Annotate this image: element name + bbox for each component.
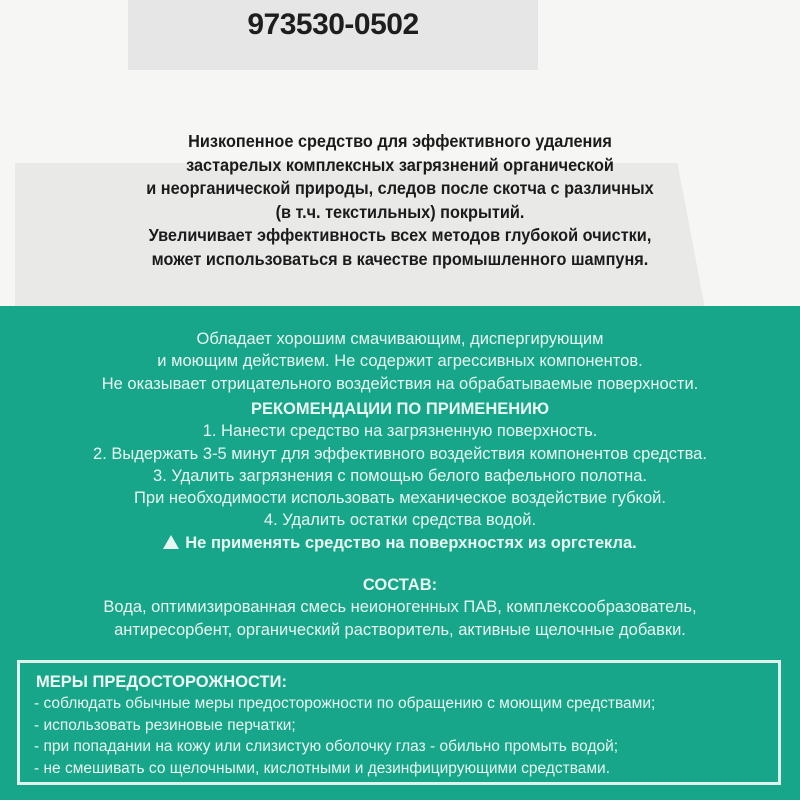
composition-line: Вода, оптимизированная смесь неионогенных ПАВ, комплексообразователь, xyxy=(103,598,697,617)
composition-line: антиресорбент, органический растворитель, активные щелочные добавки. xyxy=(114,620,686,639)
composition xyxy=(0,574,800,641)
precautions-box xyxy=(17,660,781,785)
step: 1. Нанести средство на загрязненную поверхность. xyxy=(202,422,598,441)
precaution-item: - не смешивать со щелочными, кислотными и дезинфицирующими средствами. xyxy=(34,758,655,780)
step: При необходимости использовать механическое воздействие губкой. xyxy=(134,489,666,508)
article-code: 973530-0502 xyxy=(247,8,419,41)
article-code-box xyxy=(128,0,538,70)
properties-line: и моющим действием. Не содержит агрессивных компонентов. xyxy=(157,352,643,371)
warning-triangle-icon xyxy=(163,535,179,549)
description-line: Низкопенное средство для эффективного удаления xyxy=(188,131,612,151)
description-line: застарелых комплексных загрязнений органической xyxy=(186,154,614,175)
description-line: и неорганической природы, следов после скотча с различных xyxy=(146,178,654,198)
step: 3. Удалить загрязнения с помощью белого вафельного полотна. xyxy=(153,466,647,485)
precaution-item: - использовать резиновые перчатки; xyxy=(34,715,655,737)
step: 4. Удалить остатки средства водой. xyxy=(263,511,537,530)
precaution-item: - соблюдать обычные меры предосторожности по обращению с моющим средствами; xyxy=(34,693,655,715)
properties-line: Обладает хорошим смачивающим, диспергирующим xyxy=(196,330,604,348)
recommendations xyxy=(0,398,800,554)
precautions-title: МЕРЫ ПРЕДОСТОРОЖНОСТИ: xyxy=(36,673,287,691)
description-line: (в т.ч. текстильных) покрытий. xyxy=(275,201,525,222)
recommendations-title: РЕКОМЕНДАЦИИ ПО ПРИМЕНЕНИЮ xyxy=(250,400,550,418)
precaution-item: - при попадании на кожу или слизистую оболочку глаз - обильно промыть водой; xyxy=(34,736,655,758)
properties xyxy=(0,328,800,395)
precautions-list xyxy=(34,693,655,779)
warning xyxy=(0,532,800,554)
properties-line: Не оказывает отрицательного воздействия на обрабатываемые поверхности. xyxy=(101,374,699,393)
description-line: может использоваться в качестве промышленного шампуня. xyxy=(151,248,649,269)
composition-title: СОСТАВ: xyxy=(362,576,438,594)
product-description xyxy=(65,130,735,271)
description-line: Увеличивает эффективность всех методов глубокой очистки, xyxy=(148,225,652,245)
step: 2. Выдержать 3-5 минут для эффективного воздействия компонентов средства. xyxy=(93,444,707,463)
warning-text: Не применять средство на поверхностях из оргстекла. xyxy=(185,533,637,552)
